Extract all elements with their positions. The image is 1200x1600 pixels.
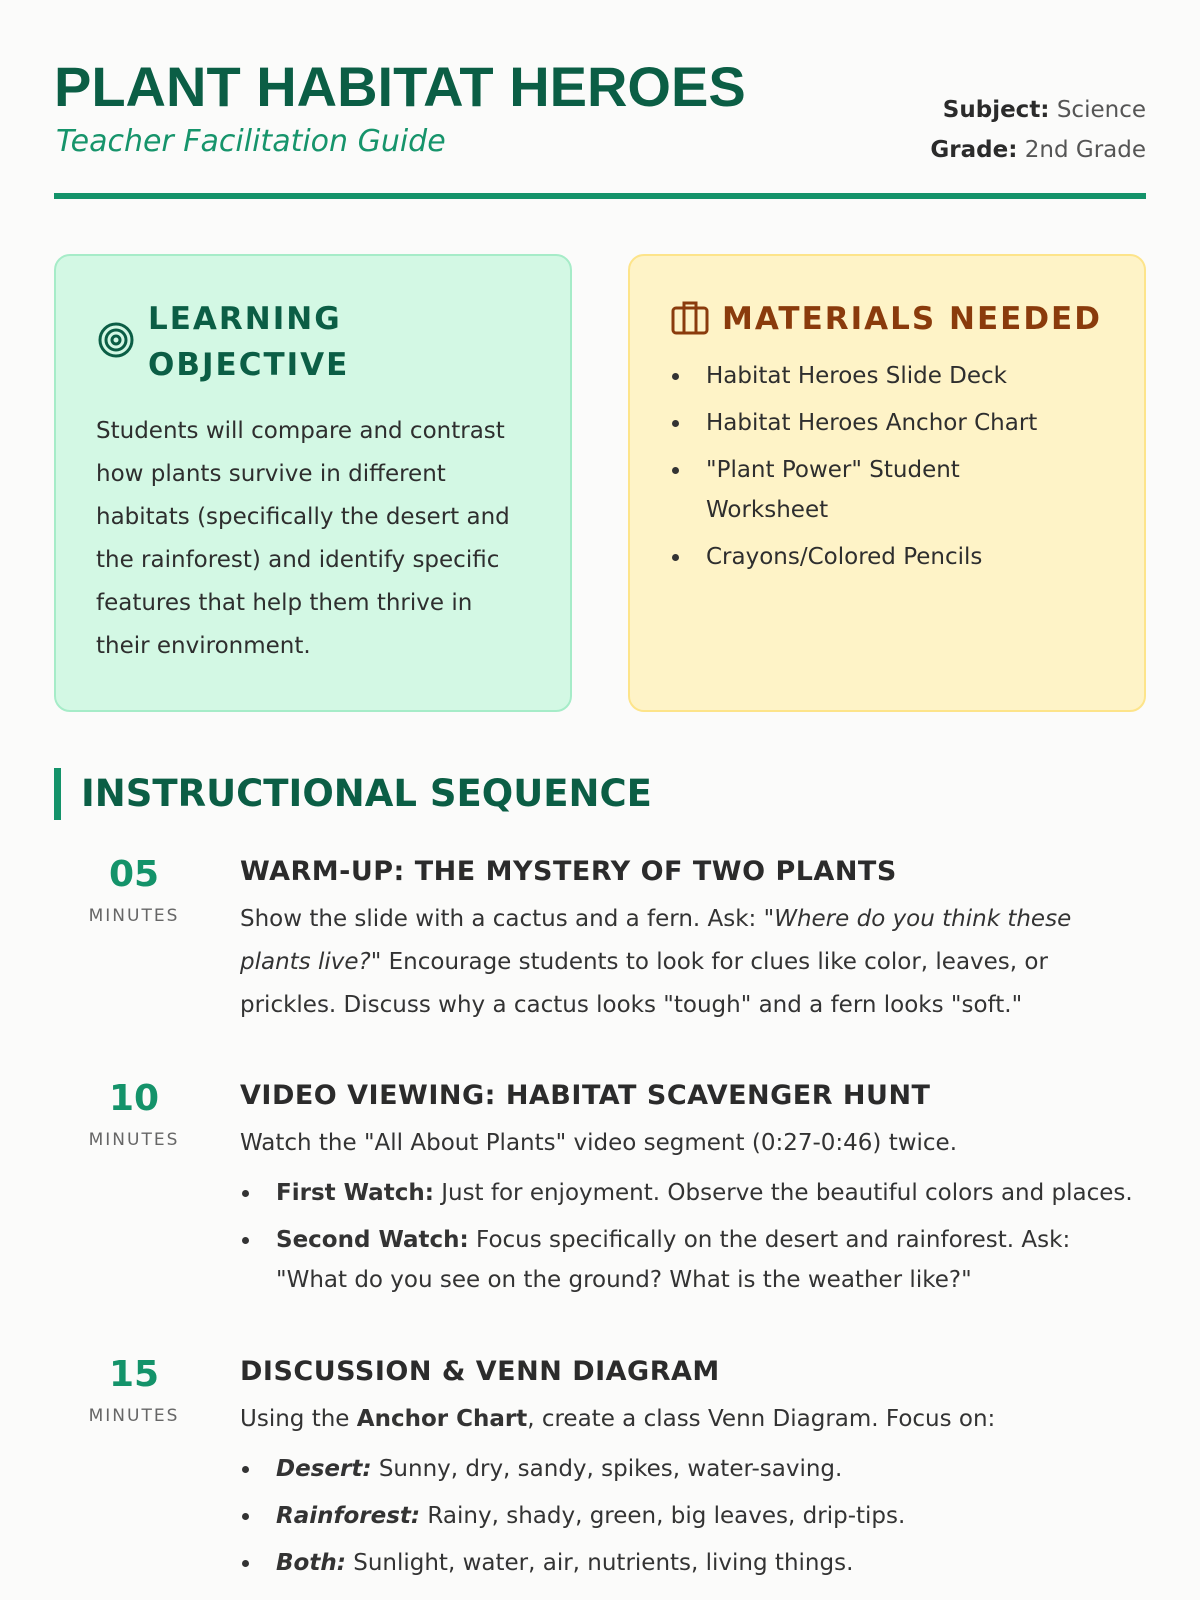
step-text-part: Encourage students to look for clues like color, leaves, or prickles. Discuss why a cactus looks "tough" and a fern looks "soft." [240,949,1048,1018]
bullet-text: Sunlight, water, air, nutrients, living things. [345,1550,854,1576]
list-item [240,1496,1146,1536]
objective-title [148,296,349,388]
objective-title-line1: LEARNING [148,301,342,337]
subject-value: Science [1056,97,1146,123]
briefcase-icon [670,297,710,341]
step-minutes-label: MINUTES [88,1406,180,1426]
step-title: VIDEO VIEWING: HABITAT SCAVENGER HUNT [240,1080,931,1111]
subject-row [930,90,1146,130]
subject-label: Subject: [942,97,1050,123]
bullet-label: Rainforest: [276,1503,421,1529]
list-item [240,1543,1146,1583]
list-item: "Plant Power" Student Worksheet [670,450,1000,530]
objective-title-line2: OBJECTIVE [148,347,350,383]
list-item [240,1449,1146,1489]
step-title: WARM-UP: THE MYSTERY OF TWO PLANTS [240,856,897,887]
bullet-text: Focus specifically on the desert and rainforest. Ask: "What do you see on the ground? What is the weather like?" [276,1227,1071,1293]
step-body [240,1352,1146,1590]
page-subtitle: Teacher Facilitation Guide [56,124,446,159]
grade-value: 2nd Grade [1024,137,1146,163]
objective-text: Students will compare and contrast how plants survive in different habitats (specifically the desert and the rainforest) and identify specific features that help them thrive in their environment. [96,418,510,659]
materials-title: MATERIALS NEEDED [722,301,1102,337]
step-bullet-list [240,1173,1146,1300]
list-item: Habitat Heroes Slide Deck [670,356,1104,396]
step-minutes: 15 [108,1354,160,1395]
bullet-text: Just for enjoyment. Observe the beautiful colors and places. [433,1180,1133,1206]
header-divider [54,193,1146,199]
step-text-quote: "Where do you think these plants live?" [240,906,1072,975]
step-text-bold: Anchor Chart [356,1406,528,1432]
guide-page [54,0,1146,1576]
objective-card-header [96,296,530,388]
step-text: Watch the "All About Plants" video segment (0:27-0:46) twice. [240,1130,958,1156]
step-minutes-label: MINUTES [88,1130,180,1150]
materials-card [628,254,1146,712]
step-duration [54,852,214,926]
bullet-label: Both: [276,1550,346,1576]
step-duration [54,1352,214,1426]
grade-label: Grade: [930,137,1018,163]
list-item [240,1220,1146,1300]
list-item [240,1173,1146,1213]
step-minutes: 10 [108,1078,160,1119]
learning-objective-card [54,254,572,712]
materials-list [670,356,1104,577]
step-text [240,898,1146,1027]
page-title: PLANT HABITAT HEROES [54,55,746,118]
step-text-part: Using the [240,1406,357,1432]
step-title: DISCUSSION & VENN DIAGRAM [240,1356,720,1387]
list-item: Crayons/Colored Pencils [670,537,1104,577]
list-item: Habitat Heroes Anchor Chart [670,403,1104,443]
step-minutes: 05 [108,854,160,895]
target-icon [96,320,136,364]
step-body [240,852,1146,1027]
bullet-label: First Watch: [276,1180,434,1206]
page-header [54,0,1146,200]
grade-row [930,130,1146,170]
bullet-text: Sunny, dry, sandy, spikes, water-saving. [371,1456,843,1482]
bullet-label: Second Watch: [276,1227,469,1253]
sequence-heading: INSTRUCTIONAL SEQUENCE [54,768,652,820]
step-body [240,1076,1146,1307]
step-text-part: , create a class Venn Diagram. Focus on: [527,1406,996,1432]
step-text-part: Show the slide with a cactus and a fern. Ask: [240,906,764,932]
lesson-meta [930,90,1146,170]
bullet-label: Desert: [276,1456,372,1482]
bullet-text: Rainy, shady, green, big leaves, drip-tips. [420,1503,906,1529]
step-bullet-list [240,1449,1146,1583]
step-text [240,1398,1146,1441]
materials-card-header [670,296,1104,342]
step-duration [54,1076,214,1150]
step-minutes-label: MINUTES [88,906,180,926]
